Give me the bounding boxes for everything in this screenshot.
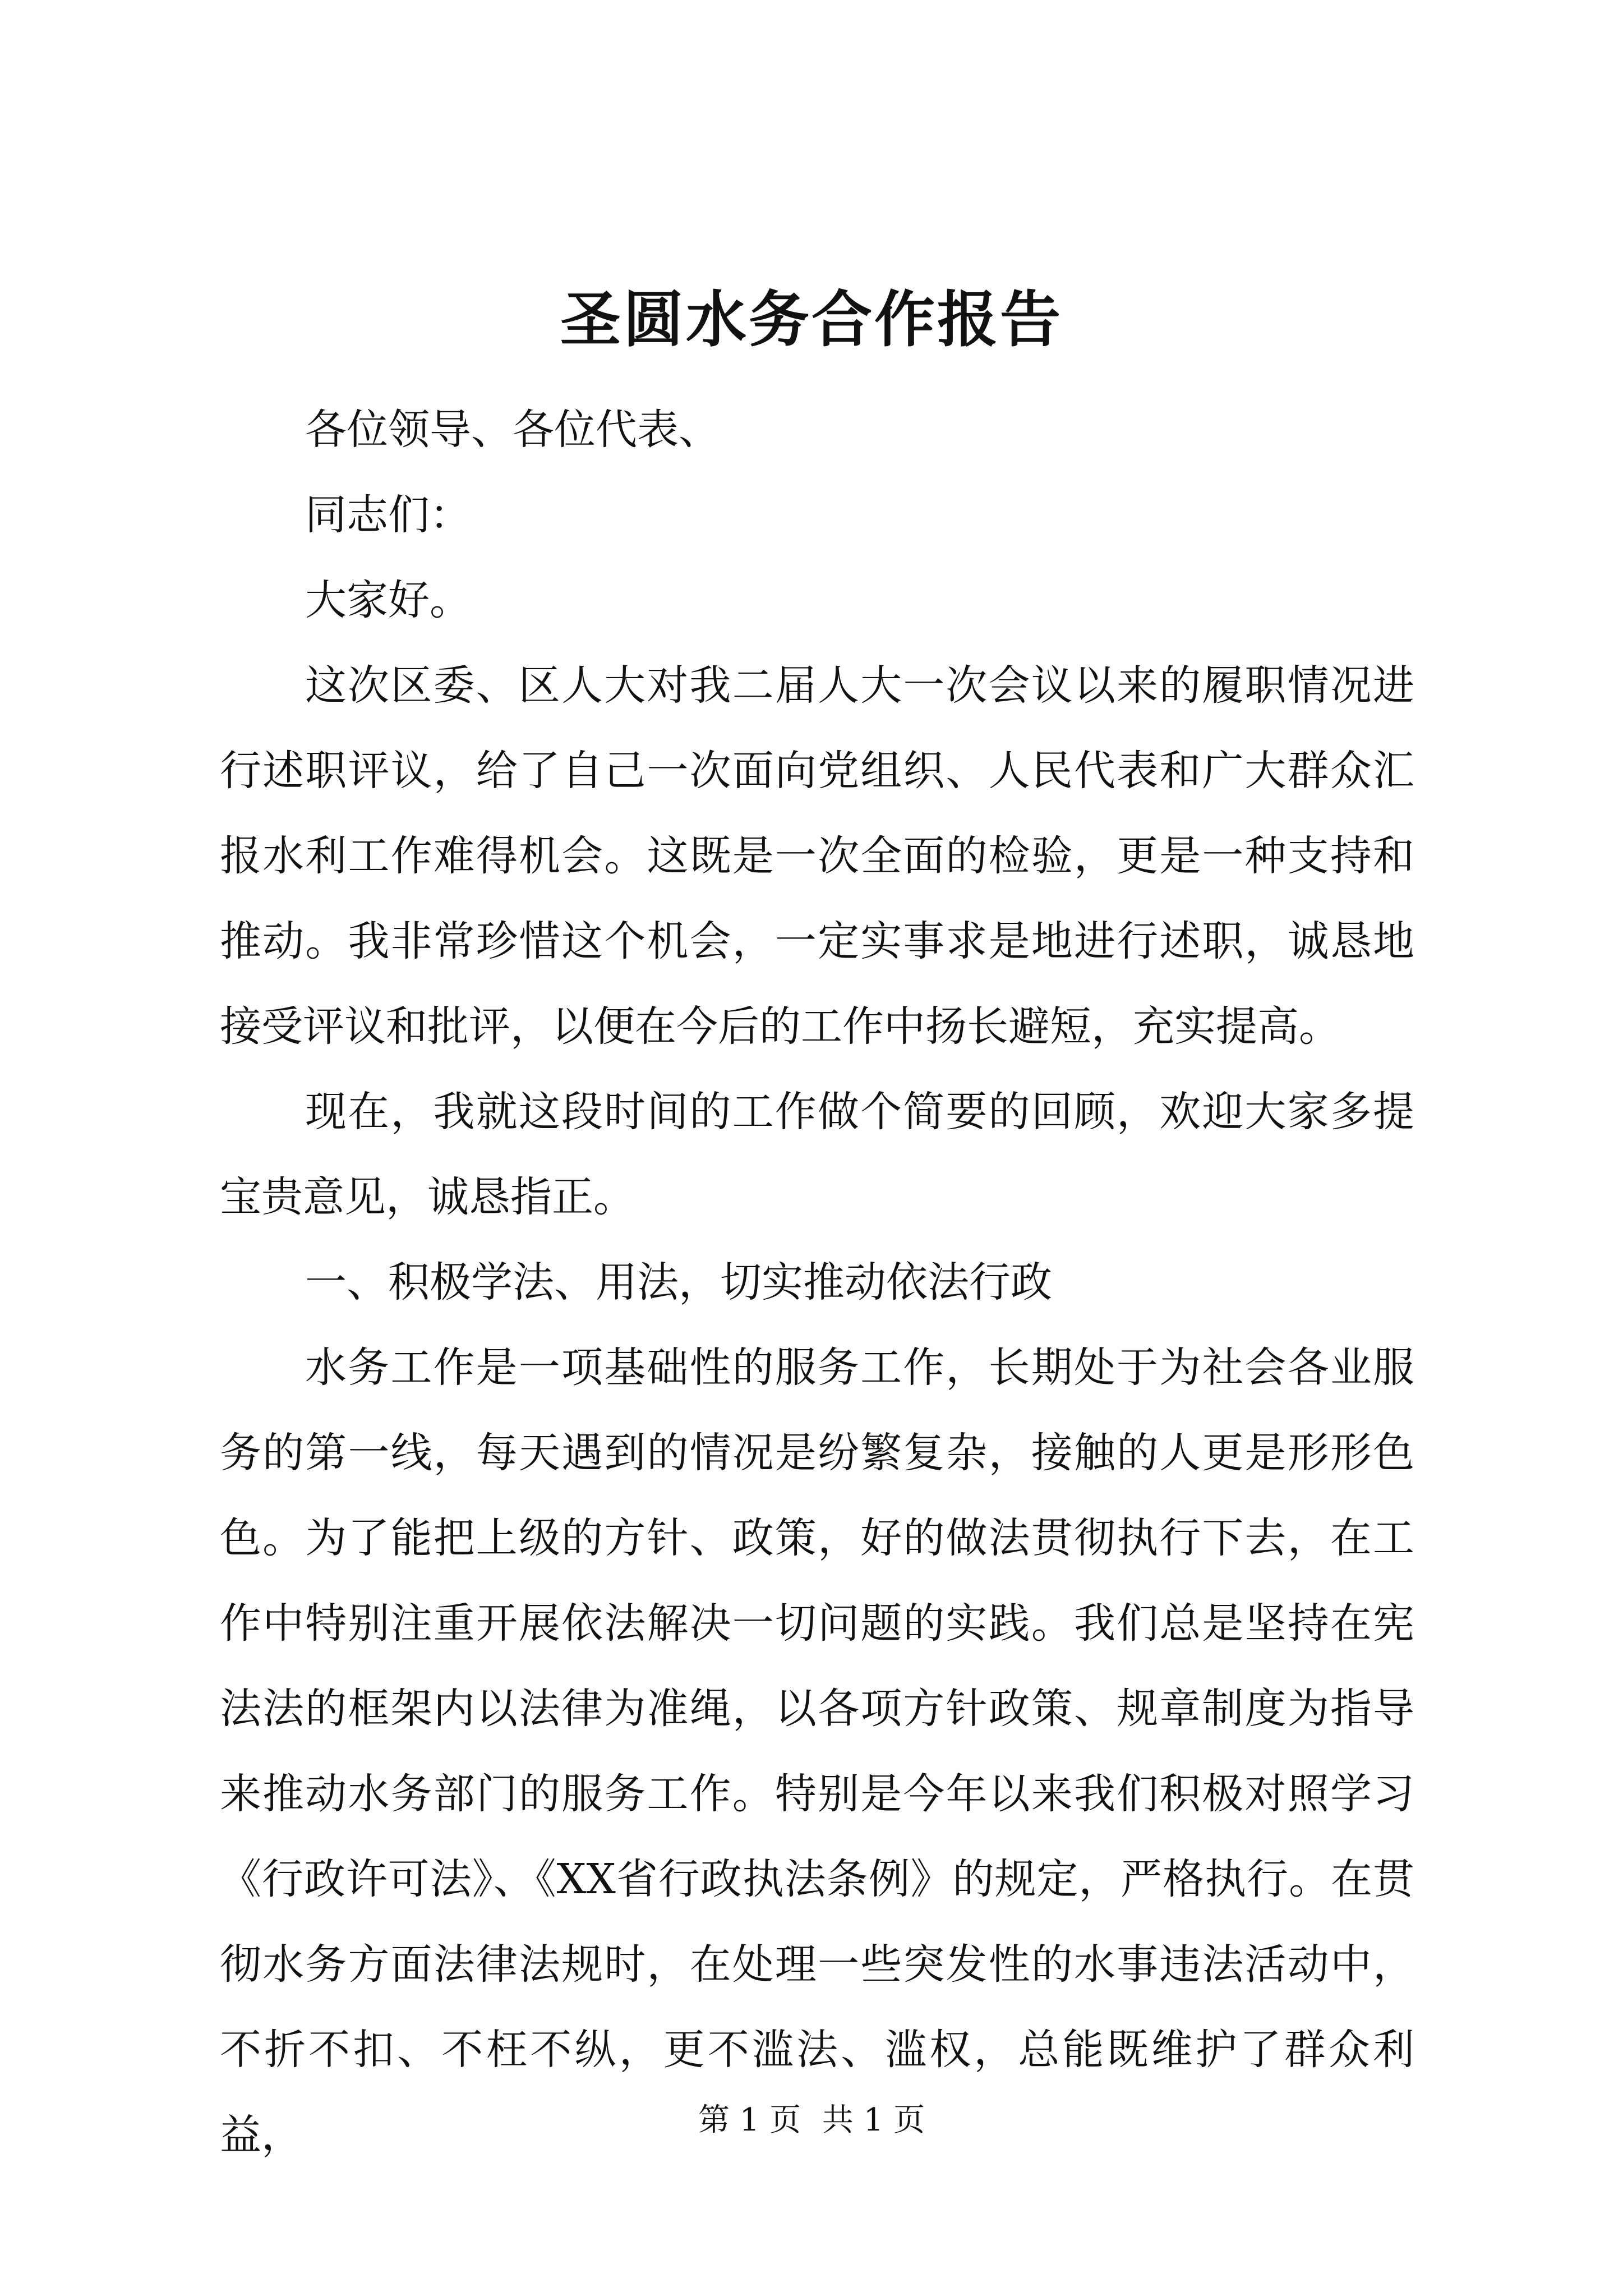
- page-total: 共 1 页: [822, 2102, 925, 2138]
- paragraph-section-1: 水务工作是一项基础性的服务工作，长期处于为社会各业服务的第一线，每天遇到的情况是纷繁复杂，接触的人更是形形色色。为了能把上级的方针、政策，好的做法贯彻执行下去，在工作中特别注重开展依法解决一切问题的实践。我们总是坚持在宪法法的框架内以法律为准绳，以各项方针政策、规章制度为指导来推动水务部门的服务工作。特别是今年以来我们积极对照学习《行政许可法》、《XX省行政执法条例》的规定，严格执行。在贯彻水务方面法律法规时，在处理一些突发性的水事违法活动中，不折不扣、不枉不纵，更不滥法、滥权，总能既维护了群众利益，: [220, 1343, 1414, 2159]
- section-heading-1: 一、积极学法、用法，切实推动依法行政: [305, 1258, 1052, 1306]
- paragraph-intro: 这次区委、区人大对我二届人大一次会议以来的履职情况进行述职评议，给了自己一次面向党组织、人民代表和广大群众汇报水利工作难得机会。这既是一次全面的检验，更是一种支持和推动。我非常珍惜这个机会，一定实事求是地进行述职，诚恳地接受评议和批评，以便在今后的工作中扬长避短，充实提高。: [220, 661, 1414, 1051]
- paragraph-salutation-1: 各位领导、各位代表、: [305, 406, 720, 454]
- page-footer: [0, 2098, 1623, 2143]
- paragraph-review: 现在，我就这段时间的工作做个简要的回顾，欢迎大家多提宝贵意见，诚恳指正。: [220, 1088, 1414, 1221]
- document-title: 圣圆水务合作报告: [560, 284, 1063, 355]
- paragraph-salutation-2: 同志们：: [305, 491, 471, 539]
- document-body: [220, 387, 1414, 2178]
- paragraph-greeting: 大家好。: [305, 576, 471, 624]
- page-number: 第 1 页: [698, 2102, 801, 2138]
